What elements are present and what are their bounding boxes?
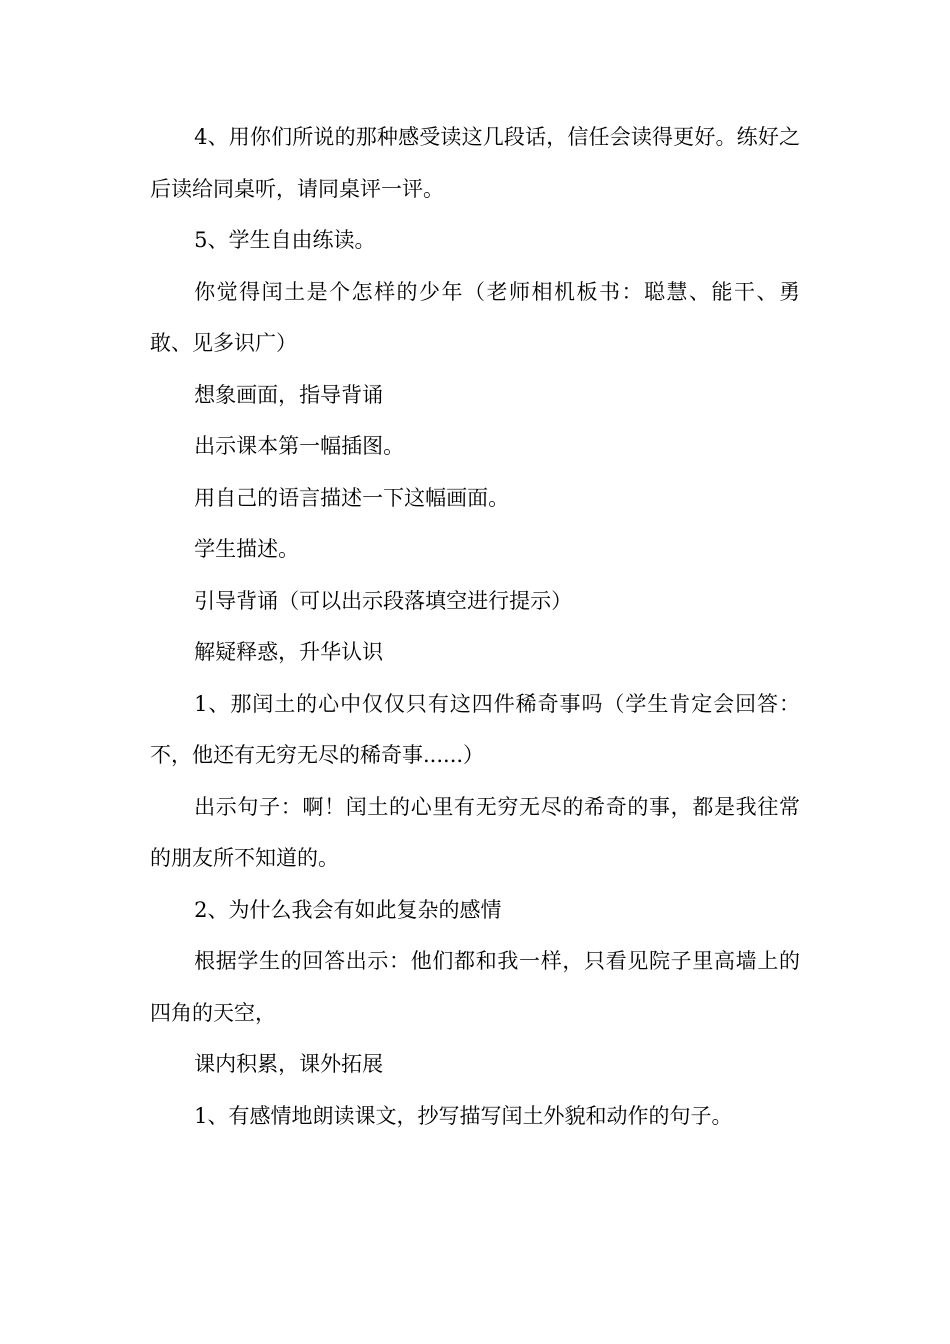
paragraph-guided-recitation: 引导背诵（可以出示段落填空进行提示）: [194, 588, 573, 613]
paragraph-runtu-question: 你觉得闰土是个怎样的少年（老师相机板书：聪慧、能干、勇敢、见多识广）: [150, 279, 800, 355]
paragraph-question-one: 1、那闰土的心中仅仅只有这四件稀奇事吗（学生肯定会回答：不，他还有无穷无尽的稀奇事......）: [150, 691, 800, 767]
paragraph-extension-heading: 课内积累，课外拓展: [194, 1052, 384, 1076]
paragraph-describe-picture: 用自己的语言描述一下这幅画面。: [194, 485, 510, 510]
paragraph-question-two: 2、为什么我会有如此复杂的感情: [194, 897, 502, 922]
paragraph-show-illustration: 出示课本第一幅插图。: [194, 434, 405, 458]
document-body: [150, 112, 800, 1142]
paragraph-homework: 1、有感情地朗读课文，抄写描写闰土外貌和动作的句子。: [194, 1103, 733, 1128]
paragraph-student-describe: 学生描述。: [194, 537, 300, 561]
paragraph-show-sentence: 出示句子：啊！闰土的心里有无穷无尽的希奇的事，都是我往常的朋友所不知道的。: [150, 794, 800, 870]
paragraph-free-practice: 5、学生自由练读。: [194, 228, 376, 252]
paragraph-imagine-heading: 想象画面，指导背诵: [194, 382, 384, 407]
paragraph-reading-instruction: 4、用你们所说的那种感受读这几段话，信任会读得更好。练好之后读给同桌听，请同桌评一评。: [150, 125, 800, 201]
paragraph-resolve-doubts-heading: 解疑释惑，升华认识: [194, 640, 384, 664]
paragraph-student-answer: 根据学生的回答出示：他们都和我一样，只看见院子里高墙上的四角的天空，: [150, 949, 800, 1025]
